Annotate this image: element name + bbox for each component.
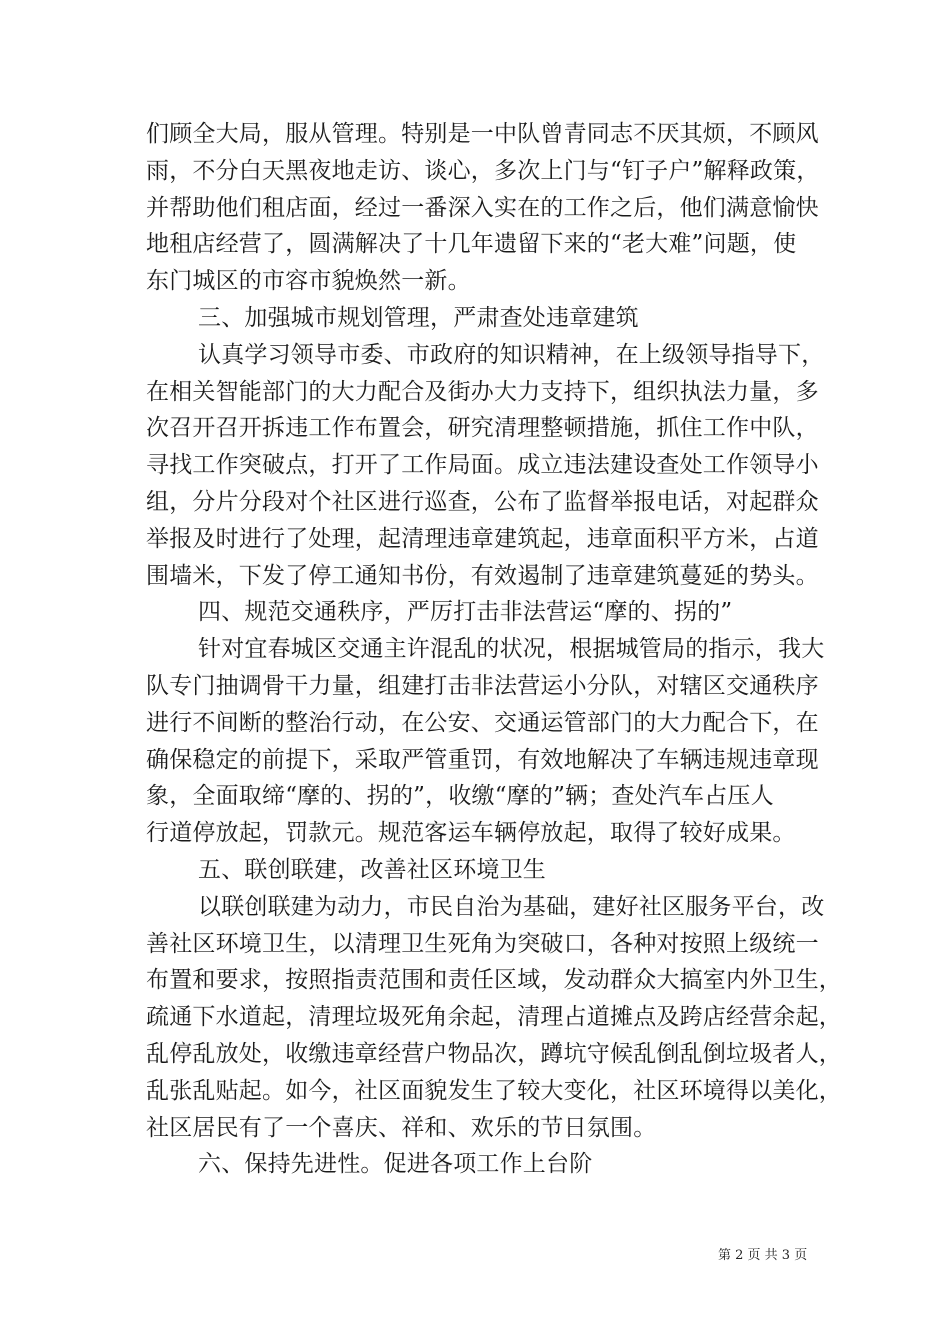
section-heading: 四、规范交通秩序，严厉打击非法营运“摩的、拐的” [198,599,733,626]
text-line: 举报及时进行了处理，起清理违章建筑起，违章面积平方米，占道 [146,525,819,552]
text-line: 们顾全大局，服从管理。特别是一中队曾青同志不厌其烦，不顾风 [146,121,819,147]
text-line: 确保稳定的前提下，采取严管重罚，有效地解决了车辆违规违章现 [146,746,819,773]
section-heading: 三、加强城市规划管理，严肃查处违章建筑 [198,304,639,331]
text-line: 雨，不分白天黑夜地走访、谈心，多次上门与“钉子户”解释政策， [146,157,820,184]
text-line: 针对宜春城区交通主许混乱的状况，根据城管局的指示，我大 [198,636,825,663]
text-line: 疏通下水道起，清理垃圾死角余起，清理占道摊点及跨店经营余起， [146,1004,842,1031]
text-line: 布置和要求，按照指责范围和责任区域，发动群众大搞室内外卫生， [146,967,842,994]
text-line: 象，全面取缔“摩的、拐的”，收缴“摩的”辆；查处汽车占压人 [146,783,774,810]
text-line: 进行不间断的整治行动，在公安、交通运管部门的大力配合下，在 [146,709,819,736]
text-line: 在相关智能部门的大力配合及街办大力支持下，组织执法力量，多 [146,378,819,405]
text-line: 地租店经营了，圆满解决了十几年遗留下来的“老大难”问题，使 [146,231,797,258]
text-line: 善社区环境卫生，以清理卫生死角为突破口，各种对按照上级统一 [146,930,819,957]
page-number: 第 2 页 共 3 页 [718,1248,808,1263]
text-line: 以联创联建为动力，市民自治为基础，建好社区服务平台，改 [198,893,825,920]
text-line: 围墙米，下发了停工通知书份，有效遏制了违章建筑蔓延的势头。 [146,562,819,589]
text-line: 乱张乱贴起。如今，社区面貌发生了较大变化，社区环境得以美化， [146,1077,842,1104]
document-body [146,116,842,1183]
text-line: 行道停放起，罚款元。规范客运车辆停放起，取得了较好成果。 [146,820,796,847]
text-line: 并帮助他们租店面，经过一番深入实在的工作之后，他们满意愉快 [146,194,819,221]
text-line: 次召开召开拆违工作布置会，研究清理整顿措施，抓住工作中队， [146,415,819,442]
text-line: 组，分片分段对个社区进行巡查，公布了监督举报电话，对起群众 [146,488,819,515]
section-heading: 五、联创联建，改善社区环境卫生 [198,856,546,883]
text-line: 队专门抽调骨干力量，组建打击非法营运小分队，对辖区交通秩序 [146,672,819,699]
text-line: 寻找工作突破点，打开了工作局面。成立违法建设查处工作领导小 [146,452,819,479]
text-line: 社区居民有了一个喜庆、祥和、欢乐的节日氛围。 [146,1114,657,1141]
text-line: 东门城区的市容市貌焕然一新。 [146,268,471,295]
text-line: 认真学习领导市委、市政府的知识精神，在上级领导指导下， [198,341,825,368]
section-heading: 六、保持先进性。促进各项工作上台阶 [198,1151,593,1178]
text-line: 乱停乱放处，收缴违章经营户物品次，蹲坑守候乱倒乱倒垃圾者人， [146,1040,842,1067]
